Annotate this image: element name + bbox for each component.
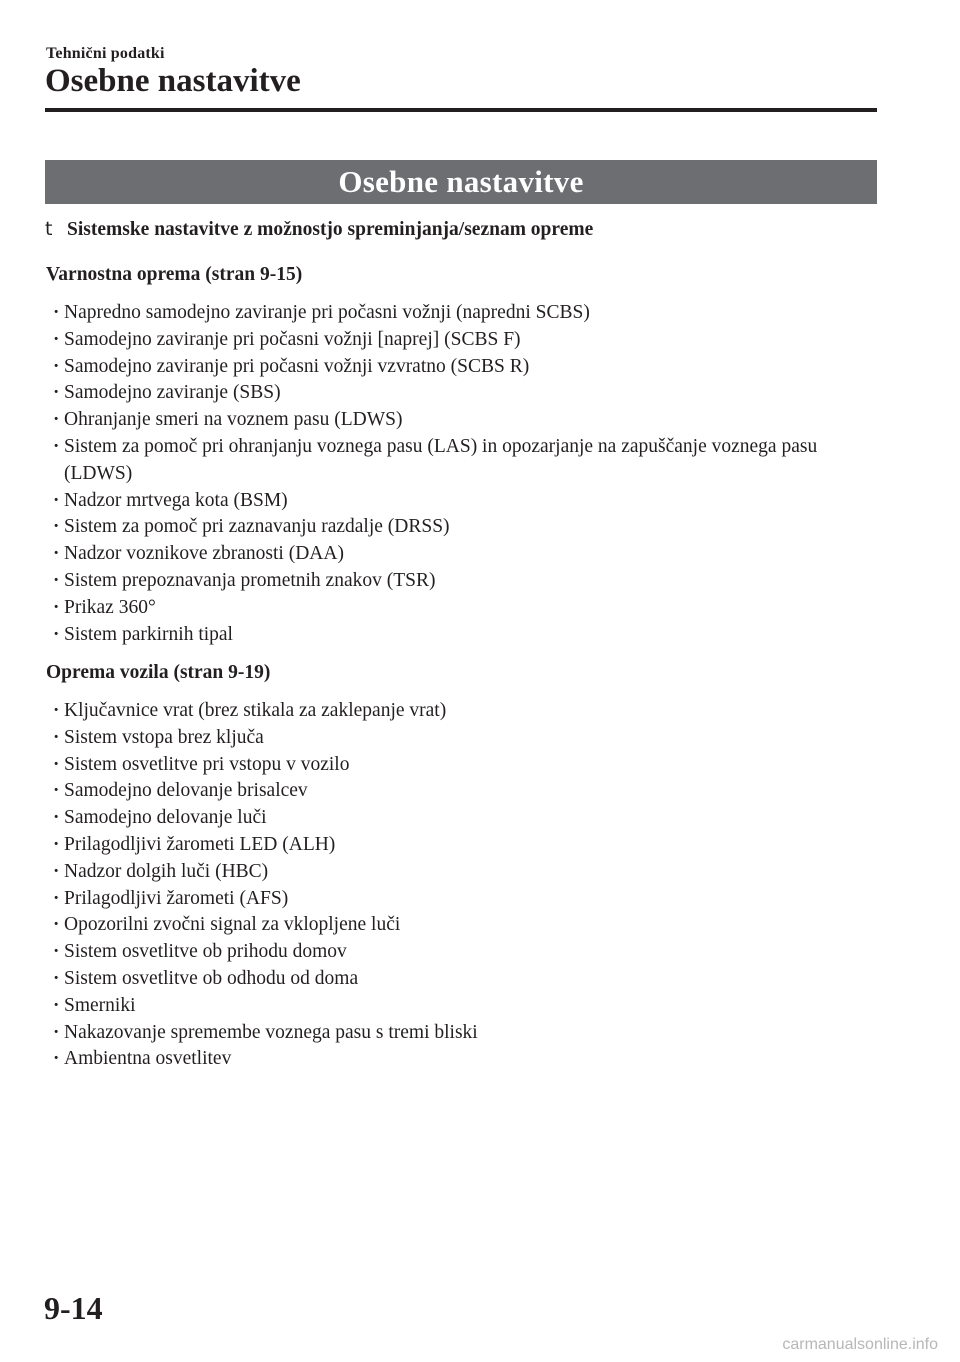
item-text: Prikaz 360° — [64, 596, 156, 618]
item-text: Smerniki — [64, 994, 136, 1016]
list-item — [46, 698, 846, 725]
list-item — [46, 725, 846, 752]
bullet-icon: · — [53, 409, 60, 431]
bullet-icon: · — [53, 887, 60, 909]
group-vehicle-equipment — [46, 660, 846, 1073]
bullet-icon: · — [53, 569, 60, 591]
bullet-icon: · — [53, 994, 60, 1016]
bullet-icon: · — [53, 328, 60, 350]
item-text: Sistem osvetlitve ob prihodu domov — [64, 941, 347, 963]
subheading-marker-icon: t — [45, 218, 53, 240]
item-text: Ohranjanje smeri na voznem pasu (LDWS) — [64, 409, 403, 431]
page-title: Osebne nastavitve — [45, 63, 301, 99]
bullet-icon: · — [53, 489, 60, 511]
item-list — [46, 300, 846, 648]
item-list — [46, 698, 846, 1073]
list-item — [46, 568, 846, 595]
item-text: Samodejno zaviranje pri počasni vožnji vzvratno (SCBS R) — [64, 355, 530, 377]
list-item — [46, 595, 846, 622]
list-item — [46, 1046, 846, 1073]
bullet-icon: · — [53, 543, 60, 565]
item-text: Prilagodljivi žarometi (AFS) — [64, 887, 289, 909]
list-item — [46, 434, 846, 488]
list-item — [46, 966, 846, 993]
item-text: Samodejno delovanje luči — [64, 807, 267, 829]
group-safety-equipment — [46, 262, 846, 648]
list-item — [46, 886, 846, 913]
bullet-icon: · — [53, 435, 60, 457]
item-text: Prilagodljivi žarometi LED (ALH) — [64, 833, 336, 855]
item-text: Sistem prepoznavanja prometnih znakov (TSR) — [64, 569, 436, 591]
list-item — [46, 912, 846, 939]
list-item — [46, 1020, 846, 1047]
item-text: Nadzor voznikove zbranosti (DAA) — [64, 543, 344, 565]
bullet-icon: · — [53, 516, 60, 538]
bullet-icon: · — [53, 833, 60, 855]
section-banner — [45, 160, 877, 204]
list-item — [46, 939, 846, 966]
list-item — [46, 541, 846, 568]
item-text: Nadzor mrtvega kota (BSM) — [64, 489, 288, 511]
item-text: Ključavnice vrat (brez stikala za zaklepanje vrat) — [64, 700, 447, 721]
item-text: Nadzor dolgih luči (HBC) — [64, 860, 269, 882]
list-item — [46, 622, 846, 649]
list-item — [46, 859, 846, 886]
item-text: Samodejno zaviranje (SBS) — [64, 382, 281, 404]
item-text: Sistem vstopa brez ključa — [64, 726, 264, 748]
bullet-icon: · — [53, 860, 60, 882]
list-item — [46, 832, 846, 859]
bullet-icon: · — [53, 596, 60, 618]
bullet-icon: · — [53, 914, 60, 936]
item-text: Sistem parkirnih tipal — [64, 623, 233, 645]
bullet-icon: · — [53, 726, 60, 748]
title-rule — [45, 108, 877, 112]
bullet-icon: · — [53, 1048, 60, 1070]
list-item — [46, 407, 846, 434]
list-item — [46, 805, 846, 832]
item-text: Opozorilni zvočni signal za vklopljene luči — [64, 914, 401, 936]
item-text: Samodejno delovanje brisalcev — [64, 780, 308, 802]
bullet-icon: · — [53, 355, 60, 377]
subheading — [45, 218, 885, 241]
item-text: Samodejno zaviranje pri počasni vožnji [naprej] (SCBS F) — [64, 328, 521, 350]
list-item — [46, 514, 846, 541]
list-item — [46, 380, 846, 407]
subheading-text: Sistemske nastavitve z možnostjo spreminjanja/seznam opreme — [67, 219, 594, 240]
list-item — [46, 488, 846, 515]
page-number: 9-14 — [44, 1290, 103, 1326]
item-text: Sistem osvetlitve ob odhodu od doma — [64, 967, 359, 989]
item-text: Sistem za pomoč pri ohranjanju voznega pasu (LAS) in opozarjanje na zapuščanje voznega pasu (LDWS) — [64, 435, 818, 484]
list-item — [46, 752, 846, 779]
bullet-icon: · — [53, 967, 60, 989]
group-heading: Varnostna oprema (stran 9-15) — [46, 264, 303, 285]
section-label: Tehnični podatki — [46, 45, 165, 62]
banner-title: Osebne nastavitve — [338, 164, 584, 199]
bullet-icon: · — [53, 302, 60, 323]
item-text: Sistem osvetlitve pri vstopu v vozilo — [64, 753, 350, 775]
bullet-icon: · — [53, 807, 60, 829]
item-text: Ambientna osvetlitev — [64, 1048, 232, 1070]
list-item — [46, 327, 846, 354]
item-text: Napredno samodejno zaviranje pri počasni vožnji (napredni SCBS) — [64, 302, 590, 323]
item-text: Sistem za pomoč pri zaznavanju razdalje (DRSS) — [64, 516, 450, 538]
list-item — [46, 993, 846, 1020]
watermark: carmanualsonline.info — [782, 1336, 938, 1353]
bullet-icon: · — [53, 623, 60, 645]
item-text: Nakazovanje spremembe voznega pasu s tremi bliski — [64, 1021, 478, 1043]
list-item — [46, 300, 846, 327]
bullet-icon: · — [53, 700, 60, 721]
list-item — [46, 778, 846, 805]
group-heading: Oprema vozila (stran 9-19) — [46, 662, 271, 683]
bullet-icon: · — [53, 1021, 60, 1043]
list-item — [46, 354, 846, 381]
bullet-icon: · — [53, 941, 60, 963]
bullet-icon: · — [53, 753, 60, 775]
bullet-icon: · — [53, 780, 60, 802]
bullet-icon: · — [53, 382, 60, 404]
